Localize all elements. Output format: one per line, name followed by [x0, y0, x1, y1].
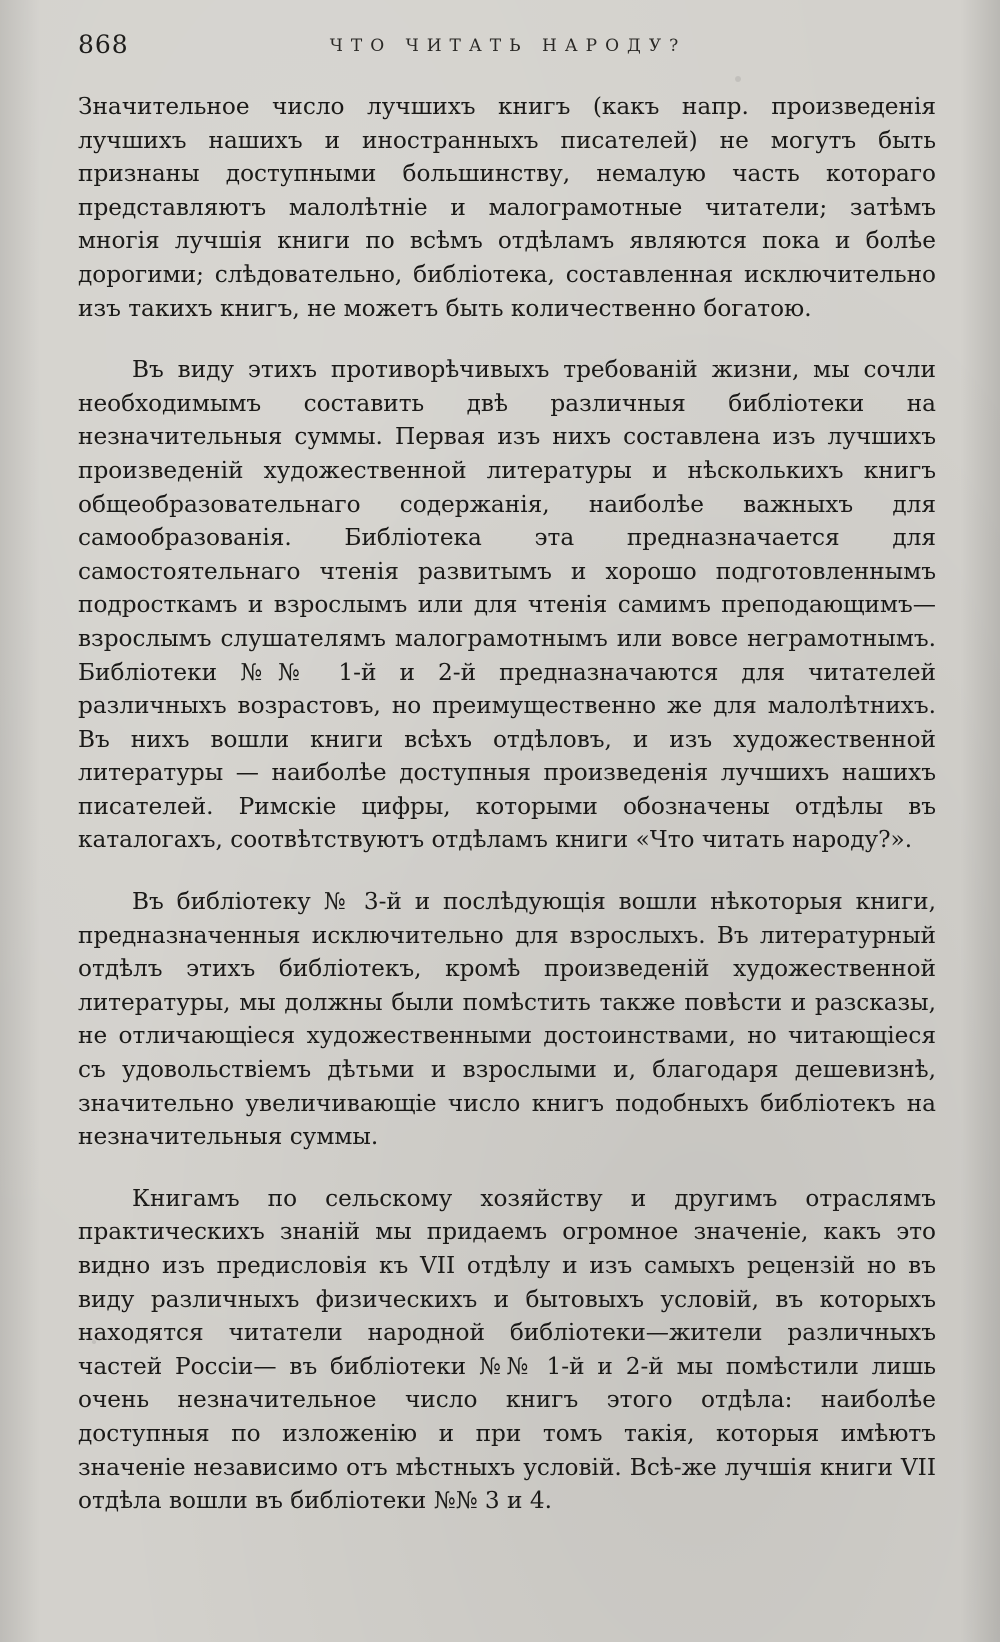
- page-header: [78, 30, 938, 74]
- page-number: 868: [78, 30, 129, 59]
- paragraph-1: Значительное число лучшихъ книгъ (какъ напр. произведенія лучшихъ нашихъ и иностранныхъ писателей) не могутъ быть признаны доступными большинству, немалую часть котораго представляютъ малолѣтніе и малограмотные читатели; затѣмъ многія лучшія книги по всѣмъ отдѣламъ являются пока и болѣе дорогими; слѣдовательно, библіотека, составленная исключительно изъ такихъ книгъ, не можетъ быть количественно богатою.: [78, 93, 936, 322]
- scan-speck: [735, 76, 741, 82]
- page-body: [78, 90, 936, 1518]
- paragraph-4: Книгамъ по сельскому хозяйству и другимъ отраслямъ практическихъ знаній мы придаемъ огромное значеніе, какъ это видно изъ предисловія къ VII отдѣлу и изъ самыхъ рецензій но въ виду различныхъ физическихъ и бытовыхъ условій, въ которыхъ находятся читатели народной библіотеки—жители различныхъ частей Россіи— въ библіотеки №№ 1-й и 2-й мы помѣстили лишь очень незначительное число книгъ этого отдѣла: наиболѣе доступныя по изложенію и при томъ такія, которыя имѣютъ значеніе независимо отъ мѣстныхъ условій. Всѣ-же лучшія книги VII отдѣла вошли въ библіотеки №№ 3 и 4.: [78, 1184, 936, 1515]
- paragraph-3: Въ библіотеку № 3-й и послѣдующія вошли нѣкоторыя книги, предназначенныя исключительно для взрослыхъ. Въ литературный отдѣлъ этихъ библіотекъ, кромѣ произведеній художественной литературы, мы должны были помѣстить также повѣсти и разсказы, не отличающіеся художественными достоинствами, но читающіеся съ удовольствіемъ дѣтьми и взрослыми и, благодаря дешевизнѣ, значительно увеличивающіе число книгъ подобныхъ библіотекъ на незначительныя суммы.: [78, 888, 936, 1151]
- paragraph-2: Въ виду этихъ противорѣчивыхъ требованій жизни, мы сочли необходимымъ составить двѣ различныя библіотеки на незначительныя суммы. Первая изъ нихъ составлена изъ лучшихъ произведеній художественной литературы и нѣсколькихъ книгъ общеобразовательнаго содержанія, наиболѣе важныхъ для самообразованія. Библіотека эта предназначается для самостоятельнаго чтенія развитымъ и хорошо подготовленнымъ подросткамъ и взрослымъ или для чтенія самимъ преподающимъ—взрослымъ слушателямъ малограмотнымъ или вовсе неграмотнымъ. Библіотеки №№ 1-й и 2-й предназначаются для читателей различныхъ возрастовъ, но преимущественно же для малолѣтнихъ. Въ нихъ вошли книги всѣхъ отдѣловъ, и изъ художественной литературы — наиболѣе доступныя произведенія лучшихъ нашихъ писателей. Римскіе цифры, которыми обозначены отдѣлы въ каталогахъ, соотвѣтствуютъ отдѣламъ книги «Что читать народу?».: [78, 356, 936, 854]
- running-title: ЧТО ЧИТАТЬ НАРОДУ?: [329, 36, 687, 56]
